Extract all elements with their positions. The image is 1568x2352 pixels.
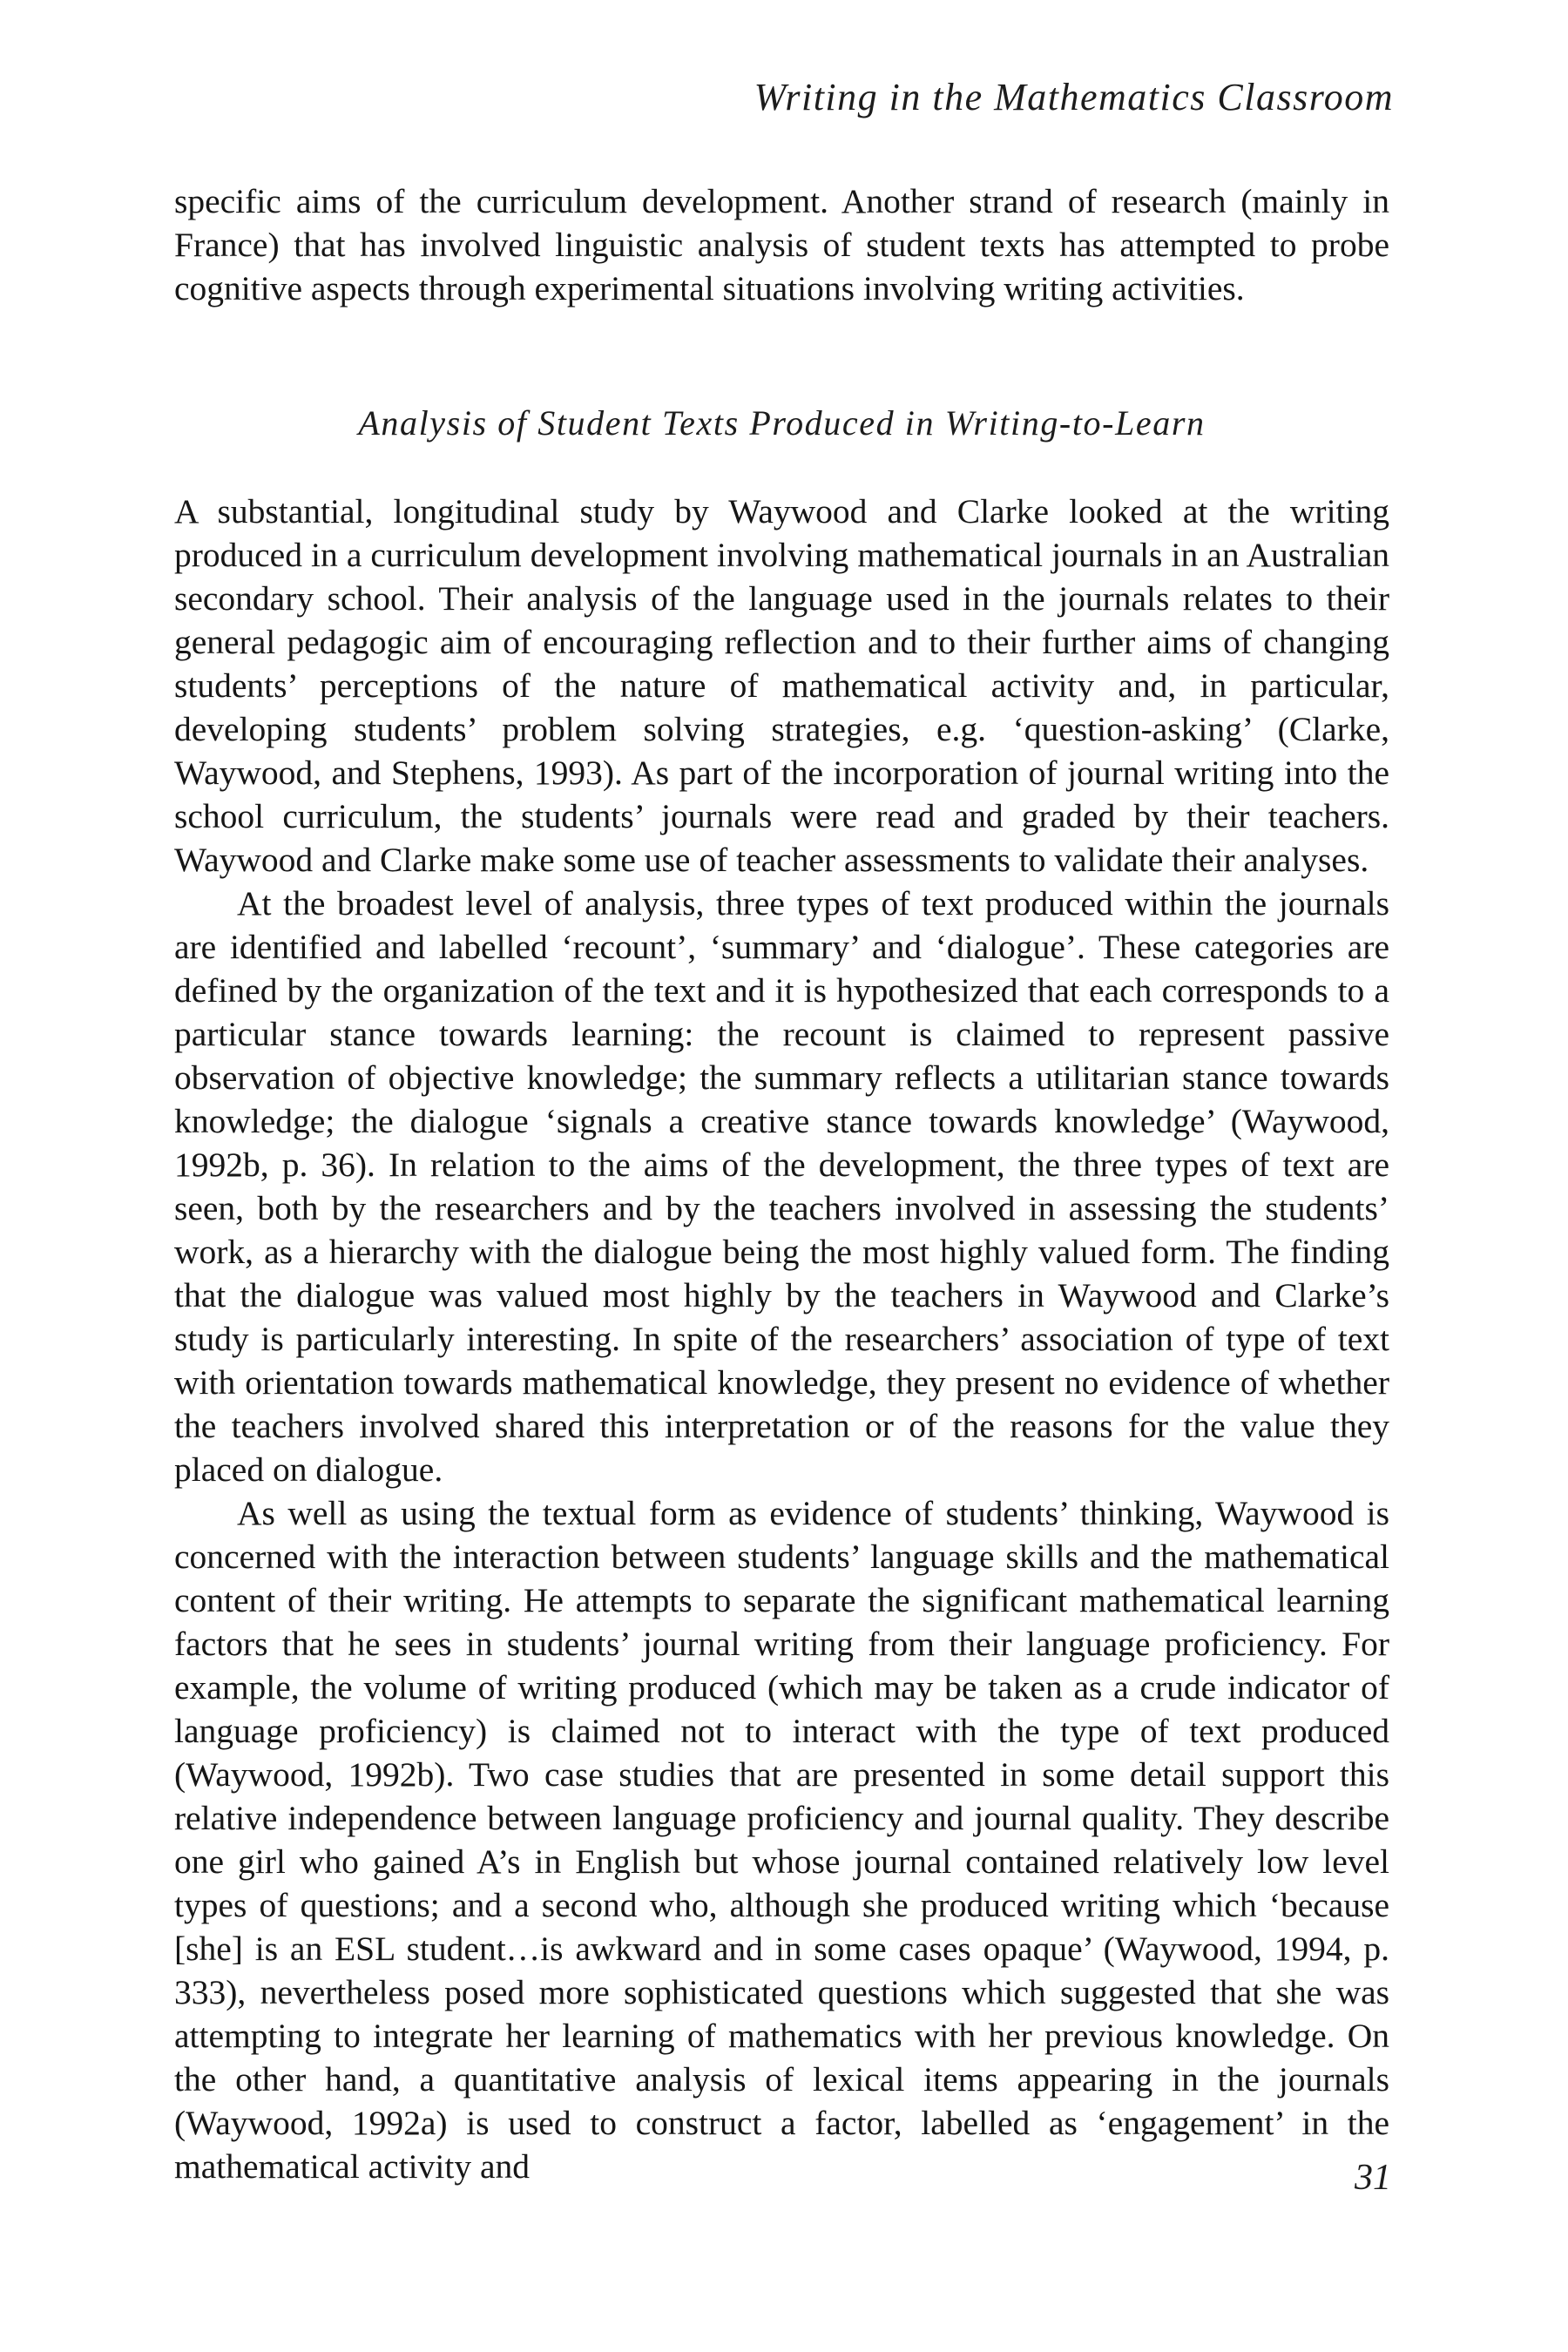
page-number: 31 xyxy=(1355,2158,1391,2198)
section-heading: Analysis of Student Texts Produced in Writing-to-Learn xyxy=(358,403,1206,443)
body-paragraph-3: As well as using the textual form as evidence of students’ thinking, Waywood is concerned with the interaction between students’ language skills and the mathematical content of their writing. He attempts to separate the significant mathematical learning factors that he sees in students’ journal writing from their language proficiency. For example, the volume of writing produced (which may be taken as a crude indicator of language proficiency) is claimed not to interact with the type of text produced (Waywood, 1992b). Two case studies that are presented in some detail support this relative independence between language proficiency and journal quality. They describe one girl who gained A’s in English but whose journal contained relatively low level types of questions; and a second who, although she produced writing which ‘because [she] is an ESL student…is awkward and in some cases opaque’ (Waywood, 1994, p. 333), nevertheless posed more sophisticated questions which suggested that she was attempting to integrate her learning of mathematics with her previous knowledge. On the other hand, a quantitative analysis of lexical items appearing in the journals (Waywood, 1992a) is used to construct a factor, labelled as ‘engagement’ in the mathematical activity and xyxy=(174,1494,1389,2186)
intro-text-block xyxy=(174,179,1389,310)
body-paragraph-1: A substantial, longitudinal study by Waywood and Clarke looked at the writing produced in a curriculum development involving mathematical journals in an Australian secondary school. Their analysis of the language used in the journals relates to their general pedagogic aim of encouraging reflection and to their further aims of changing students’ perceptions of the nature of mathematical activity and, in particular, developing students’ problem solving strategies, e.g. ‘question-asking’ (Clarke, Waywood, and Stephens, 1993). As part of the incorporation of journal writing into the school curriculum, the students’ journals were read and graded by their teachers. Waywood and Clarke make some use of teacher assessments to validate their analyses. xyxy=(174,492,1389,879)
running-head-title: Writing in the Mathematics Classroom xyxy=(754,76,1394,118)
section-body xyxy=(174,490,1389,2188)
body-paragraph-2: At the broadest level of analysis, three types of text produced within the journals are identified and labelled ‘recount’, ‘summary’ and ‘dialogue’. These categories are defined by the organization of the text and it is hypothesized that each corresponds to a particular stance towards learning: the recount is claimed to represent passive observation of objective knowledge; the summary reflects a utilitarian stance towards knowledge; the dialogue ‘signals a creative stance towards knowledge’ (Waywood, 1992b, p. 36). In relation to the aims of the development, the three types of text are seen, both by the researchers and by the teachers involved in assessing the students’ work, as a hierarchy with the dialogue being the most highly valued form. The finding that the dialogue was valued most highly by the teachers in Waywood and Clarke’s study is particularly interesting. In spite of the researchers’ association of type of text with orientation towards mathematical knowledge, they present no evidence of whether the teachers involved shared this interpretation or of the reasons for the value they placed on dialogue. xyxy=(174,884,1389,1489)
intro-paragraph: specific aims of the curriculum development. Another strand of research (mainly in France) that has involved linguistic analysis of student texts has attempted to probe cognitive aspects through experimental situations involving writing activities. xyxy=(174,182,1389,308)
